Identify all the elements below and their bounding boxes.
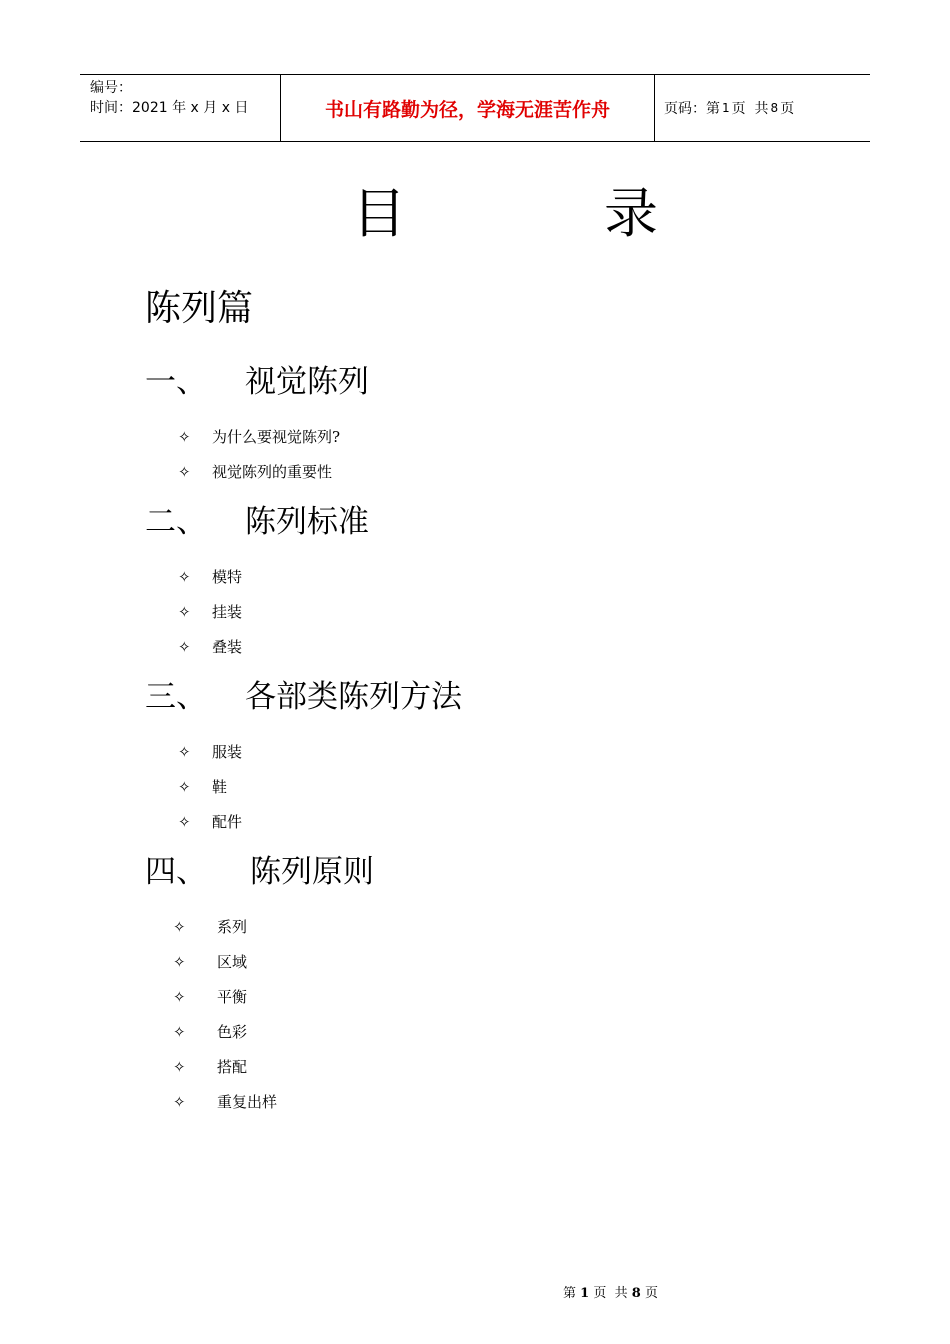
diamond-bullet-icon: ✧: [173, 988, 186, 1006]
document-date: 时间：2021 年 x 月 x 日: [90, 100, 249, 116]
page-label-prefix: 页码：第: [664, 101, 720, 117]
toc-item-label: 重复出样: [217, 1093, 278, 1111]
diamond-bullet-icon: ✧: [178, 463, 191, 481]
page-label-suffix: 页: [780, 101, 795, 117]
toc-section-heading: [145, 852, 374, 892]
toc-item-label: 服装: [212, 743, 243, 761]
diamond-bullet-icon: ✧: [178, 638, 191, 656]
part-title: 陈列篇: [145, 288, 254, 329]
toc-item-label: 为什么要视觉陈列?: [212, 428, 341, 446]
diamond-bullet-icon: ✧: [173, 953, 186, 971]
footer-prefix: 第: [563, 1286, 577, 1301]
diamond-bullet-icon: ✧: [173, 1023, 186, 1041]
footer-current-page: 1: [580, 1286, 590, 1301]
toc-item-label: 视觉陈列的重要性: [212, 463, 333, 481]
page-label-mid: 页 共: [731, 101, 769, 117]
page-footer: [563, 1285, 658, 1303]
diamond-bullet-icon: ✧: [178, 603, 191, 621]
diamond-bullet-icon: ✧: [178, 813, 191, 831]
toc-section-heading: [145, 502, 369, 542]
header-motto: 书山有路勤为径，学海无涯苦作舟: [281, 75, 655, 141]
footer-mid: 页 共: [593, 1286, 628, 1301]
toc-item-label: 挂装: [212, 603, 243, 621]
toc-item-label: 叠装: [212, 638, 243, 656]
footer-total-pages: 8: [631, 1286, 641, 1301]
toc-title-char-2: 录: [604, 182, 658, 245]
page-header: [80, 74, 870, 142]
diamond-bullet-icon: ✧: [173, 1093, 186, 1111]
header-meta: [80, 75, 281, 141]
section-title: 各部类陈列方法: [245, 679, 462, 715]
toc-section-heading: [145, 362, 369, 402]
toc-title-char-1: 目: [352, 182, 406, 245]
section-number: 三、: [145, 679, 207, 715]
toc-item-label: 模特: [212, 568, 243, 586]
diamond-bullet-icon: ✧: [173, 1058, 186, 1076]
toc-item-label: 平衡: [217, 988, 248, 1006]
diamond-bullet-icon: ✧: [178, 743, 191, 761]
footer-suffix: 页: [644, 1286, 658, 1301]
toc-section-heading: [145, 677, 462, 717]
page-current: 1: [722, 101, 730, 115]
toc-item-label: 系列: [217, 918, 248, 936]
toc-item-label: 搭配: [217, 1058, 248, 1076]
toc-item-label: 鞋: [212, 778, 228, 796]
diamond-bullet-icon: ✧: [178, 778, 191, 796]
section-title: 陈列标准: [245, 504, 369, 540]
diamond-bullet-icon: ✧: [178, 428, 191, 446]
section-title: 视觉陈列: [245, 364, 369, 400]
toc-item-label: 区域: [217, 953, 248, 971]
header-page-indicator: [655, 75, 870, 141]
page-total: 8: [770, 101, 779, 115]
document-number-label: 编号：: [90, 80, 132, 96]
toc-item-label: 色彩: [217, 1023, 248, 1041]
toc-item-label: 配件: [212, 813, 243, 831]
section-number: 二、: [145, 504, 207, 540]
diamond-bullet-icon: ✧: [178, 568, 191, 586]
diamond-bullet-icon: ✧: [173, 918, 186, 936]
section-number: 一、: [145, 364, 207, 400]
section-number: 四、: [145, 854, 207, 890]
section-title: 陈列原则: [250, 854, 374, 890]
